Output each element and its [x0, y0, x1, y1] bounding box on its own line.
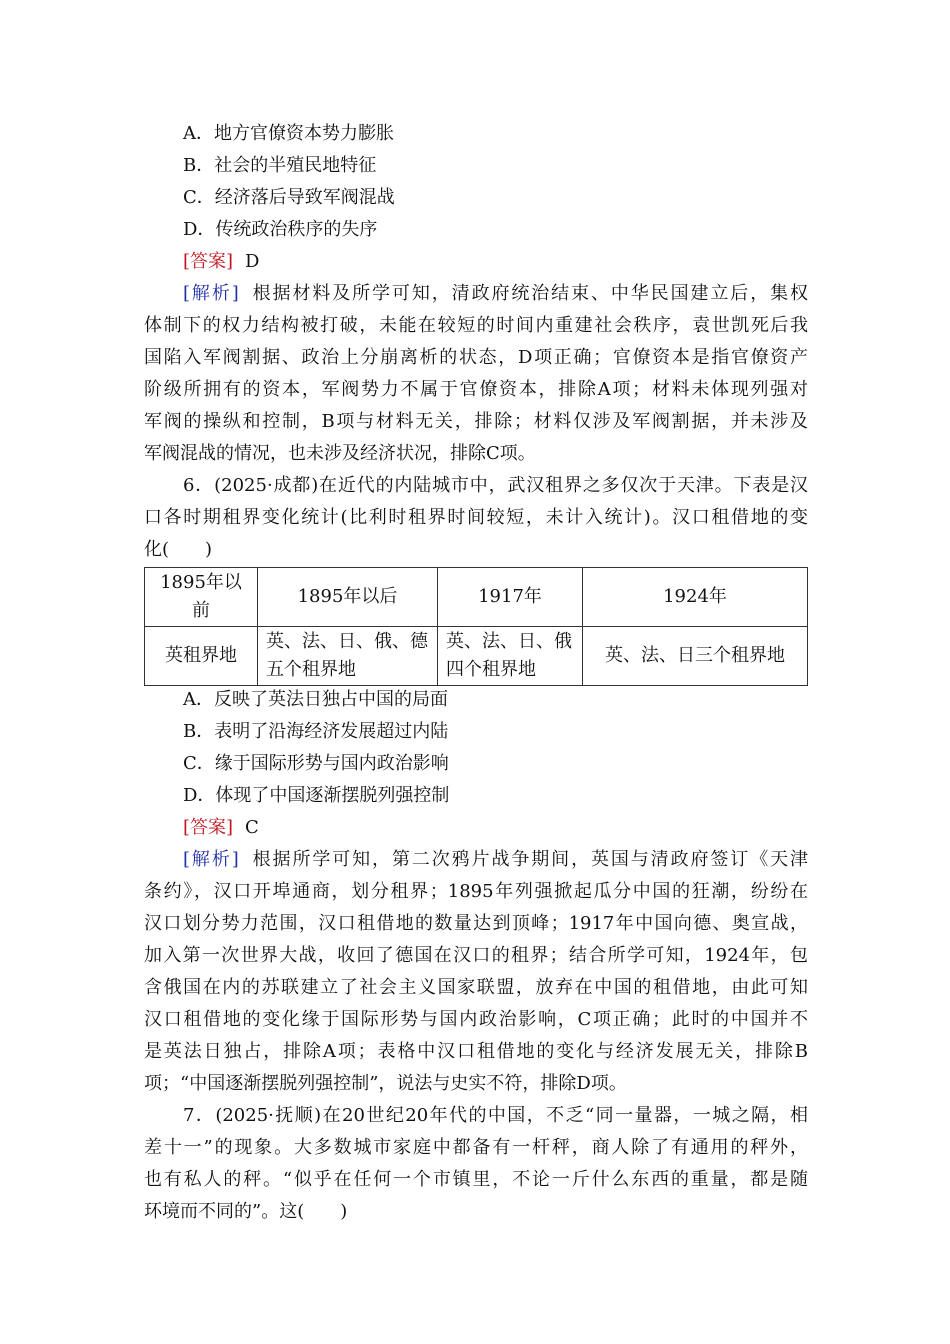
q6-answer — [183, 812, 808, 844]
answer-value: C — [245, 817, 259, 838]
q6-analysis-line: 是英法日独占，排除A项；表格中汉口租借地的变化与经济发展无关，排除B — [144, 1041, 808, 1062]
table-header-row — [145, 568, 808, 627]
answer-tag: [答案] — [183, 817, 234, 838]
answer-value: D — [245, 251, 260, 272]
q6-analysis-line: 汉口划分势力范围，汉口租借地的数量达到顶峰；1917年中国向德、奥宣战， — [144, 913, 808, 934]
q5-option-c: C．经济落后导致军阀混战 — [183, 187, 395, 208]
q6-analysis-line: 含俄国在内的苏联建立了社会主义国家联盟，放弃在中国的租借地，由此可知 — [144, 977, 808, 998]
q5-analysis-line: 体制下的权力结构被打破，未能在较短的时间内重建社会秩序，袁世凯死后我 — [144, 315, 808, 336]
analysis-tag: [解析] — [183, 283, 239, 304]
q5-option-b: B．社会的半殖民地特征 — [183, 155, 377, 176]
q5-analysis-line: 军阀的操纵和控制，B项与材料无关，排除；材料仅涉及军阀割据，并未涉及 — [144, 411, 808, 432]
analysis-tag: [解析] — [183, 849, 239, 870]
q5-option-d: D．传统政治秩序的失序 — [183, 219, 378, 240]
q5-analysis-line — [183, 278, 808, 310]
q5-analysis-line: 军阀混战的情况，也未涉及经济状况，排除C项。 — [144, 443, 536, 464]
analysis-text: 根据材料及所学可知，清政府统治结束、中华民国建立后，集权 — [250, 283, 808, 304]
q7-stem-line: 环境而不同的”。这( ) — [144, 1201, 348, 1222]
q6-analysis-line — [183, 844, 808, 876]
q6-stem-line: 口各时期租界变化统计(比利时租界时间较短，未计入统计)。汉口租借地的变 — [144, 507, 808, 528]
q5-analysis-line: 阶级所拥有的资本，军阀势力不属于官僚资本，排除A项；材料未体现列强对 — [144, 379, 808, 400]
q6-option-b: B．表明了沿海经济发展超过内陆 — [183, 721, 449, 742]
q6-stem-line: 化( ) — [144, 539, 213, 560]
analysis-text: 根据所学可知，第二次鸦片战争期间，英国与清政府签订《天津 — [250, 849, 808, 870]
q6-analysis-line: 汉口租借地的变化缘于国际形势与国内政治影响，C项正确；此时的中国并不 — [144, 1009, 808, 1030]
table-header-cell: 1924年 — [583, 568, 808, 627]
table-header-cell: 1895年以后 — [258, 568, 438, 627]
q6-analysis-line: 条约》，汉口开埠通商，划分租界；1895年列强掀起瓜分中国的狂潮，纷纷在 — [144, 881, 808, 902]
q5-answer — [183, 246, 808, 278]
table-cell: 英租界地 — [145, 627, 258, 686]
table-header-cell: 1917年 — [438, 568, 583, 627]
q7-stem-line: 差十一”的现象。大多数城市家庭中都备有一杆秤，商人除了有通用的秤外， — [144, 1137, 808, 1158]
q7-stem-line: 也有私人的秤。“似乎在任何一个市镇里，不论一斤什么东西的重量，都是随 — [144, 1169, 808, 1190]
q6-option-d: D．体现了中国逐渐摆脱列强控制 — [183, 785, 450, 806]
table-cell: 英、法、日三个租界地 — [583, 627, 808, 686]
q7-stem-line: 7．(2025·抚顺)在20世纪20年代的中国，不乏“同一量器，一城之隔，相 — [183, 1105, 808, 1126]
table-cell: 英、法、日、俄四个租界地 — [438, 627, 583, 686]
q6-stem-line: 6．(2025·成都)在近代的内陆城市中，武汉租界之多仅次于天津。下表是汉 — [183, 475, 808, 496]
table-header-cell: 1895年以前 — [145, 568, 258, 627]
q6-analysis-line: 项；“中国逐渐摆脱列强控制”，说法与史实不符，排除D项。 — [144, 1073, 627, 1094]
answer-tag: [答案] — [183, 251, 234, 272]
q6-analysis-line: 加入第一次世界大战，收回了德国在汉口的租界；结合所学可知，1924年，包 — [144, 945, 808, 966]
q5-option-a: A．地方官僚资本势力膨胀 — [183, 123, 394, 144]
q6-option-a: A．反映了英法日独占中国的局面 — [183, 689, 448, 710]
q5-analysis-line: 国陷入军阀割据、政治上分崩离析的状态，D项正确；官僚资本是指官僚资产 — [144, 347, 808, 368]
q6-option-c: C．缘于国际形势与国内政治影响 — [183, 753, 449, 774]
concession-table — [144, 567, 808, 686]
table-cell: 英、法、日、俄、德五个租界地 — [258, 627, 438, 686]
table-row — [145, 627, 808, 686]
